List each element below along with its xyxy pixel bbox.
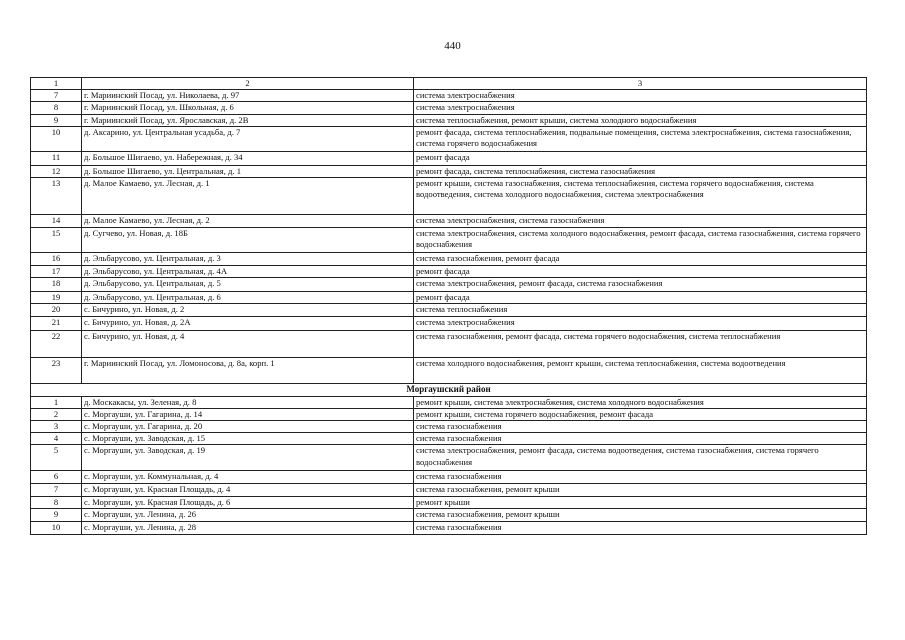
- table-row: [31, 151, 867, 165]
- table-row: [31, 102, 867, 114]
- building-address: д. Малое Камаево, ул. Лесная, д. 2: [82, 215, 414, 228]
- building-address: с. Моргауши, ул. Ленина, д. 28: [82, 521, 414, 534]
- table-row: [31, 165, 867, 177]
- row-number: 20: [31, 304, 82, 316]
- row-number: 16: [31, 253, 82, 266]
- row-number: 17: [31, 266, 82, 278]
- building-address: с. Моргауши, ул. Красная Площадь, д. 4: [82, 483, 414, 496]
- repair-works: система электроснабжения, ремонт фасада, система водоотведения, система газоснабжения, система горячего водоснабжения: [414, 445, 867, 471]
- row-number: 8: [31, 102, 82, 114]
- table-row: [31, 215, 867, 228]
- building-address: г. Мариинский Посад, ул. Ломоносова, д. 8а, корп. 1: [82, 357, 414, 383]
- table-row: [31, 278, 867, 292]
- repair-works: ремонт крыши: [414, 496, 867, 508]
- repair-works: система газоснабжения, ремонт фасада, система горячего водоснабжения, система теплоснабжения: [414, 330, 867, 357]
- repair-works: ремонт крыши, система газоснабжения, система теплоснабжения, система горячего водоснабжения, система водоотведения, система холодного водоснабжения, система электроснабжения: [414, 178, 867, 215]
- repair-works: система электроснабжения, система газоснабжения: [414, 215, 867, 228]
- repair-works: ремонт фасада: [414, 266, 867, 278]
- repair-works: система электроснабжения, ремонт фасада, система газоснабжения: [414, 278, 867, 292]
- table-row: [31, 178, 867, 215]
- repair-works: ремонт крыши, система электроснабжения, система холодного водоснабжения: [414, 396, 867, 408]
- row-number: 10: [31, 126, 82, 151]
- table-row: [31, 228, 867, 253]
- building-address: с. Моргауши, ул. Гагарина, д. 20: [82, 421, 414, 433]
- row-number: 10: [31, 521, 82, 534]
- building-address: д. Эльбарусово, ул. Центральная, д. 3: [82, 253, 414, 266]
- building-address: с. Бичурино, ул. Новая, д. 2: [82, 304, 414, 316]
- row-number: 13: [31, 178, 82, 215]
- column-number-row: [31, 78, 867, 90]
- building-address: д. Эльбарусово, ул. Центральная, д. 6: [82, 292, 414, 304]
- column-number-1: 1: [31, 78, 82, 90]
- repair-works: система газоснабжения: [414, 521, 867, 534]
- repair-works: система холодного водоснабжения, ремонт крыши, система теплоснабжения, система водоотведения: [414, 357, 867, 383]
- row-number: 5: [31, 445, 82, 471]
- table-row: [31, 304, 867, 316]
- row-number: 7: [31, 483, 82, 496]
- row-number: 14: [31, 215, 82, 228]
- building-address: с. Бичурино, ул. Новая, д. 4: [82, 330, 414, 357]
- repair-works: система газоснабжения: [414, 471, 867, 483]
- building-address: г. Мариинский Посад, ул. Николаева, д. 97: [82, 90, 414, 102]
- building-address: с. Моргауши, ул. Заводская, д. 15: [82, 433, 414, 445]
- row-number: 3: [31, 421, 82, 433]
- table-row: [31, 521, 867, 534]
- repair-works: система теплоснабжения: [414, 304, 867, 316]
- column-number-2: 2: [82, 78, 414, 90]
- building-address: г. Мариинский Посад, ул. Школьная, д. 6: [82, 102, 414, 114]
- row-number: 22: [31, 330, 82, 357]
- page-number: 440: [444, 40, 461, 52]
- table-row: [31, 357, 867, 383]
- row-number: 9: [31, 508, 82, 521]
- building-address: с. Бичурино, ул. Новая, д. 2А: [82, 316, 414, 330]
- table-row: [31, 471, 867, 483]
- row-number: 21: [31, 316, 82, 330]
- building-address: д. Аксарино, ул. Центральная усадьба, д. 7: [82, 126, 414, 151]
- row-number: 15: [31, 228, 82, 253]
- repair-works: система теплоснабжения, ремонт крыши, система холодного водоснабжения: [414, 114, 867, 126]
- repair-works: ремонт фасада, система теплоснабжения, система газоснабжения: [414, 165, 867, 177]
- table-row: [31, 292, 867, 304]
- building-address: с. Моргауши, ул. Красная Площадь, д. 6: [82, 496, 414, 508]
- row-number: 9: [31, 114, 82, 126]
- row-number: 7: [31, 90, 82, 102]
- repair-works: ремонт фасада, система теплоснабжения, подвальные помещения, система электроснабжения, система газоснабжения, система горячего водоснабжения: [414, 126, 867, 151]
- table-row: [31, 114, 867, 126]
- row-number: 8: [31, 496, 82, 508]
- repair-works: система электроснабжения: [414, 102, 867, 114]
- repair-works: система электроснабжения: [414, 316, 867, 330]
- table-row: [31, 433, 867, 445]
- repair-works: ремонт крыши, система горячего водоснабжения, ремонт фасада: [414, 408, 867, 420]
- row-number: 23: [31, 357, 82, 383]
- table-row: [31, 253, 867, 266]
- repair-works: система газоснабжения: [414, 421, 867, 433]
- table-row: [31, 445, 867, 471]
- repair-works: система электроснабжения, система холодного водоснабжения, ремонт фасада, система газоснабжения, система горячего водоснабжения: [414, 228, 867, 253]
- table-row: [31, 316, 867, 330]
- building-address: д. Большое Шигаево, ул. Набережная, д. 34: [82, 151, 414, 165]
- table-body: [31, 78, 867, 535]
- table-row: [31, 266, 867, 278]
- district-heading-row: [31, 383, 867, 396]
- row-number: 6: [31, 471, 82, 483]
- building-address: с. Моргауши, ул. Заводская, д. 19: [82, 445, 414, 471]
- building-address: с. Моргауши, ул. Ленина, д. 26: [82, 508, 414, 521]
- table-row: [31, 483, 867, 496]
- table-row: [31, 496, 867, 508]
- building-address: д. Москакасы, ул. Зеленая, д. 8: [82, 396, 414, 408]
- repair-works: ремонт фасада: [414, 151, 867, 165]
- table-row: [31, 330, 867, 357]
- table-row: [31, 126, 867, 151]
- repair-works: система газоснабжения, ремонт фасада: [414, 253, 867, 266]
- building-address: д. Малое Камаево, ул. Лесная, д. 1: [82, 178, 414, 215]
- row-number: 12: [31, 165, 82, 177]
- repair-works: система газоснабжения: [414, 433, 867, 445]
- column-number-3: 3: [414, 78, 867, 90]
- table-row: [31, 508, 867, 521]
- row-number: 18: [31, 278, 82, 292]
- building-address: д. Эльбарусово, ул. Центральная, д. 4А: [82, 266, 414, 278]
- repair-works: система электроснабжения: [414, 90, 867, 102]
- row-number: 4: [31, 433, 82, 445]
- building-address: с. Моргауши, ул. Коммунальная, д. 4: [82, 471, 414, 483]
- building-address: г. Мариинский Посад, ул. Ярославская, д. 2В: [82, 114, 414, 126]
- table-row: [31, 396, 867, 408]
- table-row: [31, 90, 867, 102]
- building-address: с. Моргауши, ул. Гагарина, д. 14: [82, 408, 414, 420]
- row-number: 11: [31, 151, 82, 165]
- building-address: д. Сугчево, ул. Новая, д. 18Б: [82, 228, 414, 253]
- row-number: 2: [31, 408, 82, 420]
- building-address: д. Эльбарусово, ул. Центральная, д. 5: [82, 278, 414, 292]
- table-row: [31, 408, 867, 420]
- repair-works: ремонт фасада: [414, 292, 867, 304]
- table-row: [31, 421, 867, 433]
- repair-register-table: [30, 77, 867, 535]
- building-address: д. Большое Шигаево, ул. Центральная, д. 1: [82, 165, 414, 177]
- row-number: 19: [31, 292, 82, 304]
- district-heading: Моргаушский район: [31, 383, 867, 396]
- repair-works: система газоснабжения, ремонт крыши: [414, 508, 867, 521]
- row-number: 1: [31, 396, 82, 408]
- repair-works: система газоснабжения, ремонт крыши: [414, 483, 867, 496]
